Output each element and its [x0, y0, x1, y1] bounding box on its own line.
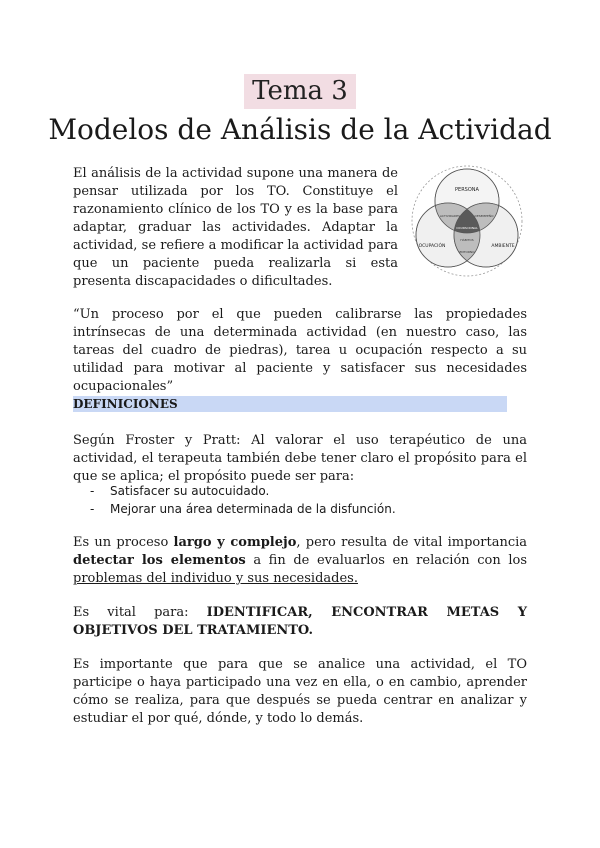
vital-text: Es vital para: — [73, 605, 207, 620]
list-item: - Mejorar una área determinada de la disfunción. — [90, 500, 396, 518]
proceso-text-1: Es un proceso — [73, 535, 174, 550]
venn-diagram — [410, 165, 525, 277]
venn-label-ambiente: AMBIENTE — [491, 244, 515, 249]
intro-paragraph: El análisis de la actividad supone una manera de pensar utilizada por los TO. Constituye el razonamiento clínico de los TO y es la base para adaptar, graduar las actividades. Adaptar la actividad, se refiere a modificar la actividad para que un paciente pueda realizarla si esta presenta discapacidades o dificultades. — [73, 166, 398, 289]
tema-heading-wrap — [0, 74, 600, 109]
list-item: - Satisfacer su autocuidado. — [90, 482, 396, 500]
venn-overlap-label-1: ACTIVIDADES — [439, 214, 461, 218]
venn-overlap-label-4: ENTORNO — [459, 250, 475, 254]
proceso-text-2: , pero resulta de vital importancia — [296, 535, 528, 550]
tema-label: Tema 3 — [244, 74, 356, 109]
quote-paragraph: “Un proceso por el que pueden calibrarse las propiedades intrínsecas de una determinada actividad (en nuestro caso, las tareas del cuadro de piedras), tarea u ocupación respecto a su utilidad para motivar al paciente y satisfacer sus necesidades ocupacionales” — [73, 307, 527, 394]
proceso-paragraph — [73, 534, 527, 588]
vital-bold: IDENTIFICAR, ENCONTRAR METAS Y OBJETIVOS DEL TRATAMIENTO. — [73, 605, 528, 638]
venn-overlap-label-5: HÁBITOS — [460, 238, 474, 242]
froster-paragraph: Según Froster y Pratt: Al valorar el uso terapéutico de una actividad, el terapeuta también debe tener claro el propósito para el que se aplica; el propósito puede ser para: — [73, 433, 527, 484]
page-title: Modelos de Análisis de la Actividad — [48, 113, 552, 146]
proceso-underline: problemas del individuo y sus necesidades. — [73, 571, 358, 586]
importante-paragraph: Es importante que para que se analice una actividad, el TO participe o haya participado una vez en ella, o en cambio, aprender cómo se realiza, para que después se pueda centrar en analizar y estudiar el por qué, dónde, y todo lo demás. — [73, 657, 527, 726]
venn-label-persona: PERSONA — [455, 187, 479, 193]
proceso-text-3: a fin de evaluarlos en relación con los — [245, 553, 527, 568]
venn-label-ocupacion: OCUPACIÓN — [418, 244, 446, 249]
proceso-bold-1: largo y complejo — [173, 535, 297, 550]
definiciones-heading: DEFINICIONES — [73, 396, 507, 412]
vital-paragraph — [73, 604, 527, 640]
proceso-bold-2: detectar los elementos — [73, 553, 246, 568]
venn-overlap-label-2: DESEMPEÑO — [474, 214, 494, 218]
purpose-list — [90, 482, 396, 518]
venn-overlap-label-3: OCUPACIONAL — [456, 226, 478, 230]
